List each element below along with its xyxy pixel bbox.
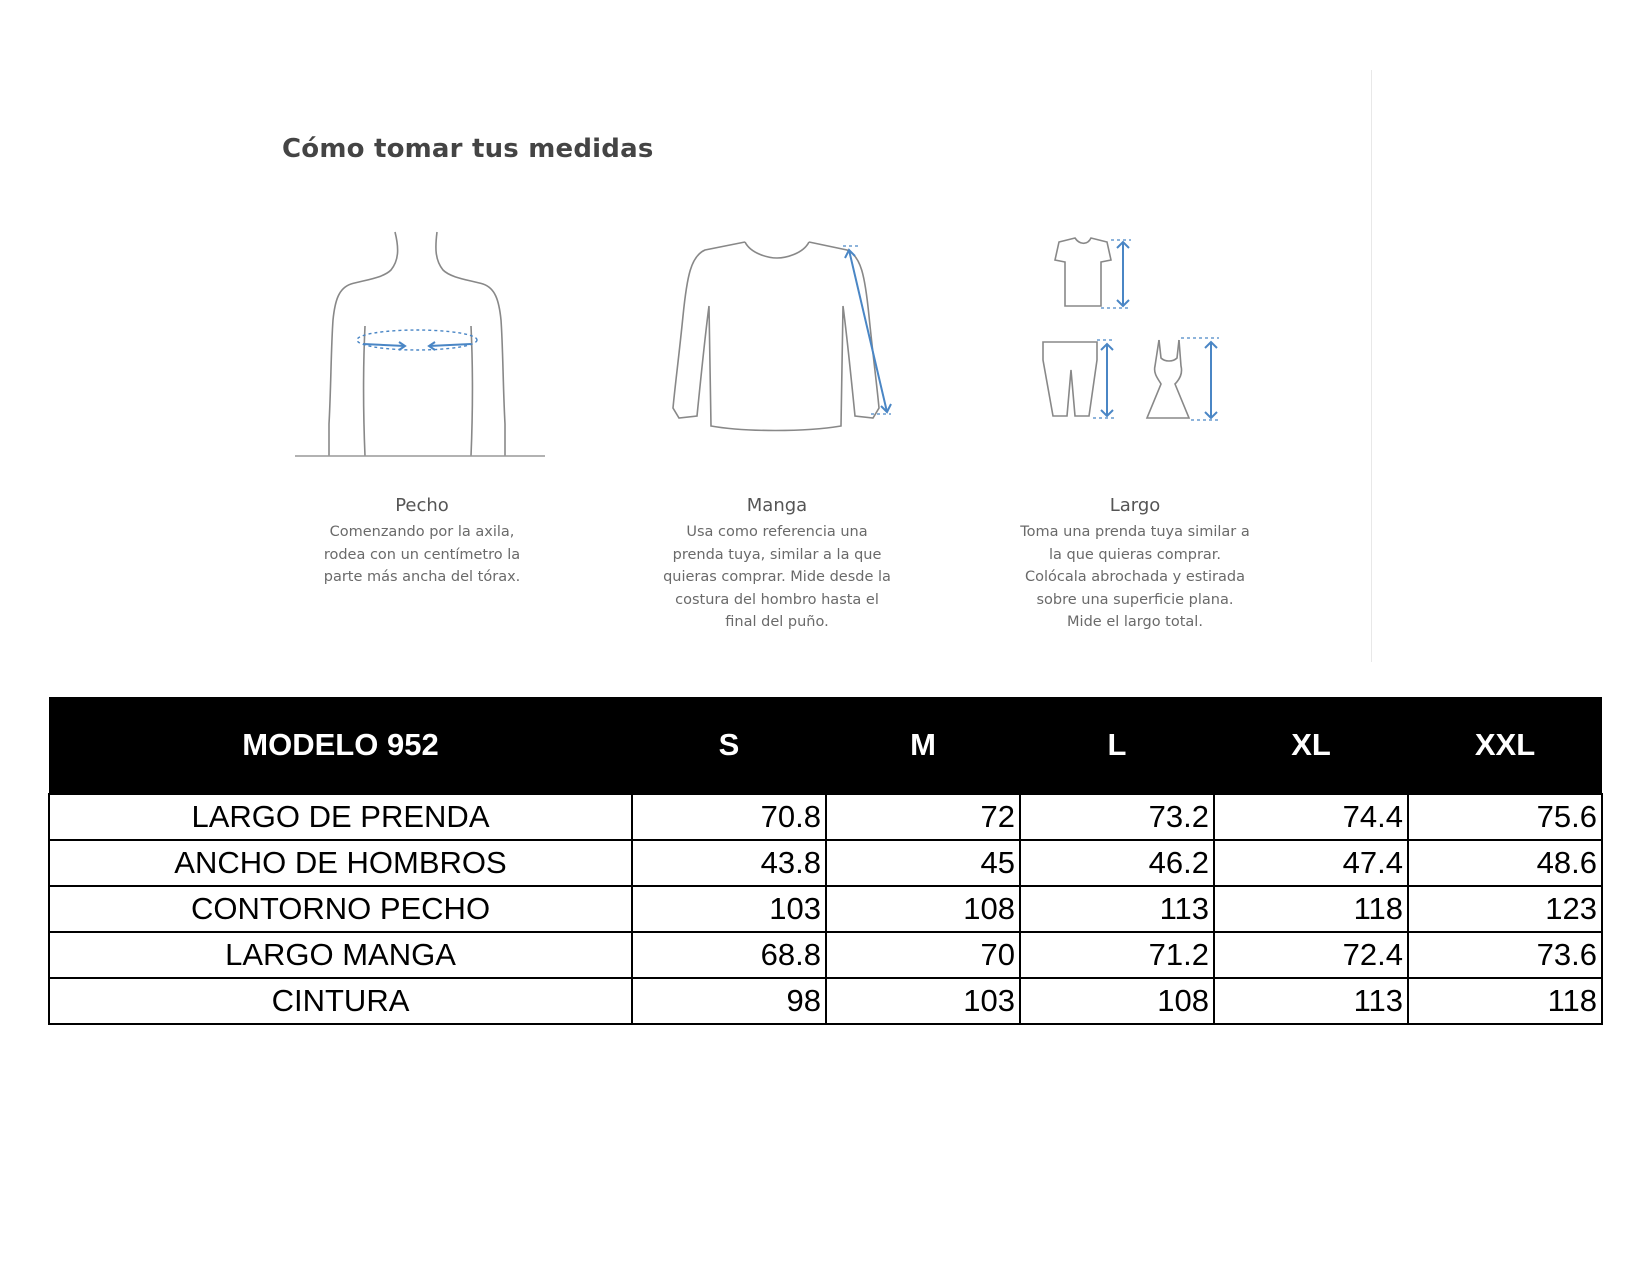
table-cell: 113 xyxy=(1214,978,1408,1024)
table-cell: 71.2 xyxy=(1020,932,1214,978)
table-cell: 73.2 xyxy=(1020,794,1214,840)
table-cell: 75.6 xyxy=(1408,794,1602,840)
chest-heading: Pecho xyxy=(395,495,449,516)
table-cell: 45 xyxy=(826,840,1020,886)
sleeve-measure-illustration xyxy=(665,236,905,440)
chest-measure-illustration xyxy=(295,228,555,460)
table-row xyxy=(49,932,1602,978)
size-header-l: L xyxy=(1020,697,1214,794)
table-cell: 103 xyxy=(826,978,1020,1024)
row-label: CINTURA xyxy=(49,978,632,1024)
size-header-xxl: XXL xyxy=(1408,697,1602,794)
length-caption xyxy=(1000,495,1270,634)
size-header-m: M xyxy=(826,697,1020,794)
table-cell: 48.6 xyxy=(1408,840,1602,886)
table-cell: 70.8 xyxy=(632,794,826,840)
table-cell: 70 xyxy=(826,932,1020,978)
chest-instructions: Comenzando por la axila, rodea con un centímetro la parte más ancha del tórax. xyxy=(323,524,521,585)
table-cell: 118 xyxy=(1408,978,1602,1024)
table-cell: 98 xyxy=(632,978,826,1024)
table-row xyxy=(49,978,1602,1024)
row-label: LARGO MANGA xyxy=(49,932,632,978)
divider xyxy=(1371,70,1372,662)
row-label: ANCHO DE HOMBROS xyxy=(49,840,632,886)
length-heading: Largo xyxy=(1109,495,1161,516)
row-label: CONTORNO PECHO xyxy=(49,886,632,932)
table-cell: 118 xyxy=(1214,886,1408,932)
model-header: MODELO 952 xyxy=(49,697,632,794)
table-row xyxy=(49,840,1602,886)
table-row xyxy=(49,794,1602,840)
chest-caption xyxy=(292,495,552,589)
length-instructions: Toma una prenda tuya similar a la que quieras comprar. Colócala abrochada y estirada sobre una superficie plana. Mide el largo total. xyxy=(1020,524,1250,630)
sleeve-heading: Manga xyxy=(746,495,808,516)
size-table-header xyxy=(49,697,1602,794)
row-label: LARGO DE PRENDA xyxy=(49,794,632,840)
table-cell: 103 xyxy=(632,886,826,932)
sleeve-caption xyxy=(637,495,917,634)
size-header-xl: XL xyxy=(1214,697,1408,794)
length-measure-illustration xyxy=(1035,230,1235,430)
table-cell: 72.4 xyxy=(1214,932,1408,978)
table-cell: 46.2 xyxy=(1020,840,1214,886)
sleeve-instructions: Usa como referencia una prenda tuya, similar a la que quieras comprar. Mide desde la costura del hombro hasta el final del puño. xyxy=(663,524,891,630)
table-row xyxy=(49,886,1602,932)
table-cell: 113 xyxy=(1020,886,1214,932)
table-cell: 108 xyxy=(1020,978,1214,1024)
table-cell: 47.4 xyxy=(1214,840,1408,886)
size-table xyxy=(48,697,1603,1025)
table-cell: 123 xyxy=(1408,886,1602,932)
table-cell: 68.8 xyxy=(632,932,826,978)
table-cell: 73.6 xyxy=(1408,932,1602,978)
table-cell: 43.8 xyxy=(632,840,826,886)
table-cell: 72 xyxy=(826,794,1020,840)
guide-title: Cómo tomar tus medidas xyxy=(282,134,654,164)
table-cell: 74.4 xyxy=(1214,794,1408,840)
size-header-s: S xyxy=(632,697,826,794)
table-cell: 108 xyxy=(826,886,1020,932)
